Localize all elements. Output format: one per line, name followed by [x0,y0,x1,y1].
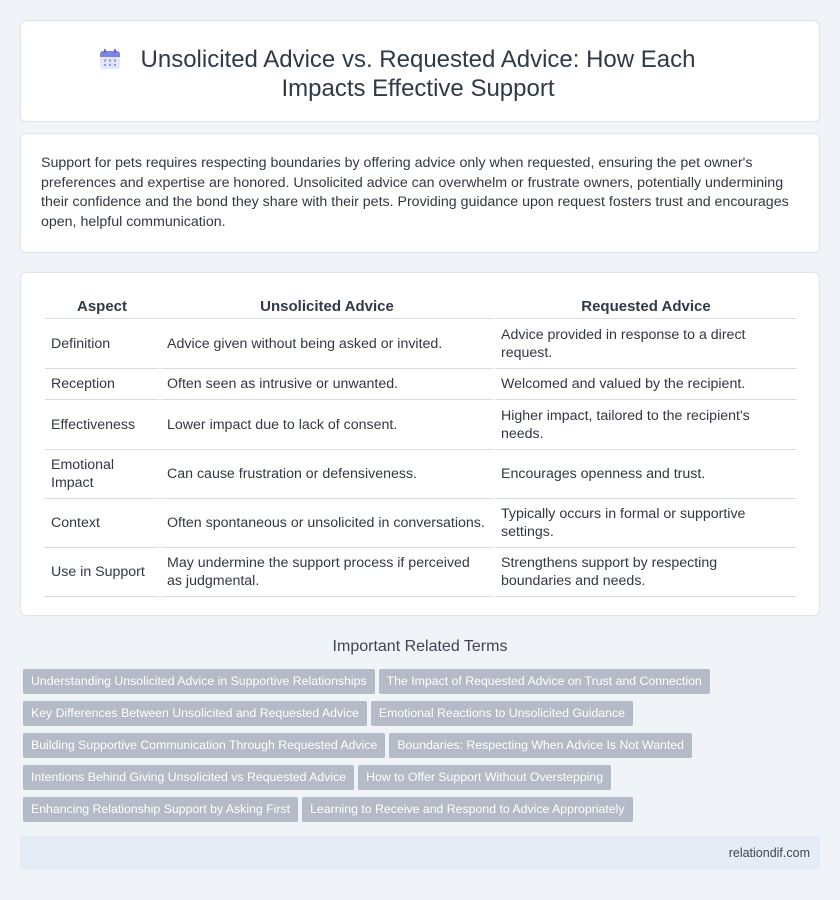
header-card [20,20,820,122]
column-header-aspect: Aspect [45,297,159,319]
column-header-unsolicited: Unsolicited Advice [161,297,493,319]
table-cell-requested: Welcomed and valued by the recipient. [495,369,797,400]
related-term-tag[interactable]: Emotional Reactions to Unsolicited Guidance [371,701,633,726]
table-cell-unsolicited: Advice given without being asked or invited. [161,319,493,369]
related-term-tag[interactable]: Learning to Receive and Respond to Advice Appropriately [302,797,632,822]
table-cell-unsolicited: Can cause frustration or defensiveness. [161,450,493,499]
table-cell-unsolicited: Often spontaneous or unsolicited in conversations. [161,499,493,548]
related-term-tag[interactable]: Building Supportive Communication Through Requested Advice [23,733,385,758]
related-terms-list [23,669,803,829]
table-cell-aspect: Use in Support [45,548,159,597]
table-cell-requested: Higher impact, tailored to the recipient's needs. [495,400,797,450]
table-cell-unsolicited: May undermine the support process if perceived as judgmental. [161,548,493,597]
intro-card [20,133,820,253]
table-cell-aspect: Context [45,499,159,548]
footer [20,836,820,870]
related-term-tag[interactable]: Boundaries: Respecting When Advice Is Not Wanted [389,733,692,758]
column-header-requested: Requested Advice [495,297,797,319]
intro-paragraph: Support for pets requires respecting boundaries by offering advice only when requested, ensuring the pet owner's preferences and expertise are honored. Unsolicited advice can overwhelm or frustrate owners, potentially undermining their confidence and the bond they share with their pets. Providing guidance upon request fosters trust and encourages open, helpful communication. [41,155,789,230]
comparison-table [43,297,799,597]
table-cell-requested: Strengthens support by respecting boundaries and needs. [495,548,797,597]
table-cell-unsolicited: Lower impact due to lack of consent. [161,400,493,450]
table-header-row [45,297,797,319]
table-row [45,319,797,369]
table-row [45,450,797,499]
table-cell-unsolicited: Often seen as intrusive or unwanted. [161,369,493,400]
related-term-tag[interactable]: How to Offer Support Without Overstepping [358,765,611,790]
related-term-tag[interactable]: Enhancing Relationship Support by Asking First [23,797,298,822]
comparison-table-card [20,272,820,616]
table-cell-requested: Typically occurs in formal or supportive settings. [495,499,797,548]
page-title: Unsolicited Advice vs. Requested Advice: How Each Impacts Effective Support [140,46,696,102]
related-term-tag[interactable]: Intentions Behind Giving Unsolicited vs Requested Advice [23,765,354,790]
table-cell-requested: Advice provided in response to a direct request. [495,319,797,369]
related-terms-heading: Important Related Terms [332,638,508,655]
table-row [45,400,797,450]
table-row [45,548,797,597]
table-row [45,369,797,400]
related-term-tag[interactable]: Key Differences Between Unsolicited and Requested Advice [23,701,367,726]
table-cell-aspect: Reception [45,369,159,400]
table-cell-aspect: Definition [45,319,159,369]
related-term-tag[interactable]: The Impact of Requested Advice on Trust and Connection [379,669,710,694]
related-term-tag[interactable]: Understanding Unsolicited Advice in Supportive Relationships [23,669,375,694]
table-cell-aspect: Emotional Impact [45,450,159,499]
table-row [45,499,797,548]
table-cell-requested: Encourages openness and trust. [495,450,797,499]
table-cell-aspect: Effectiveness [45,400,159,450]
footer-site-link[interactable]: relationdif.com [728,846,810,860]
